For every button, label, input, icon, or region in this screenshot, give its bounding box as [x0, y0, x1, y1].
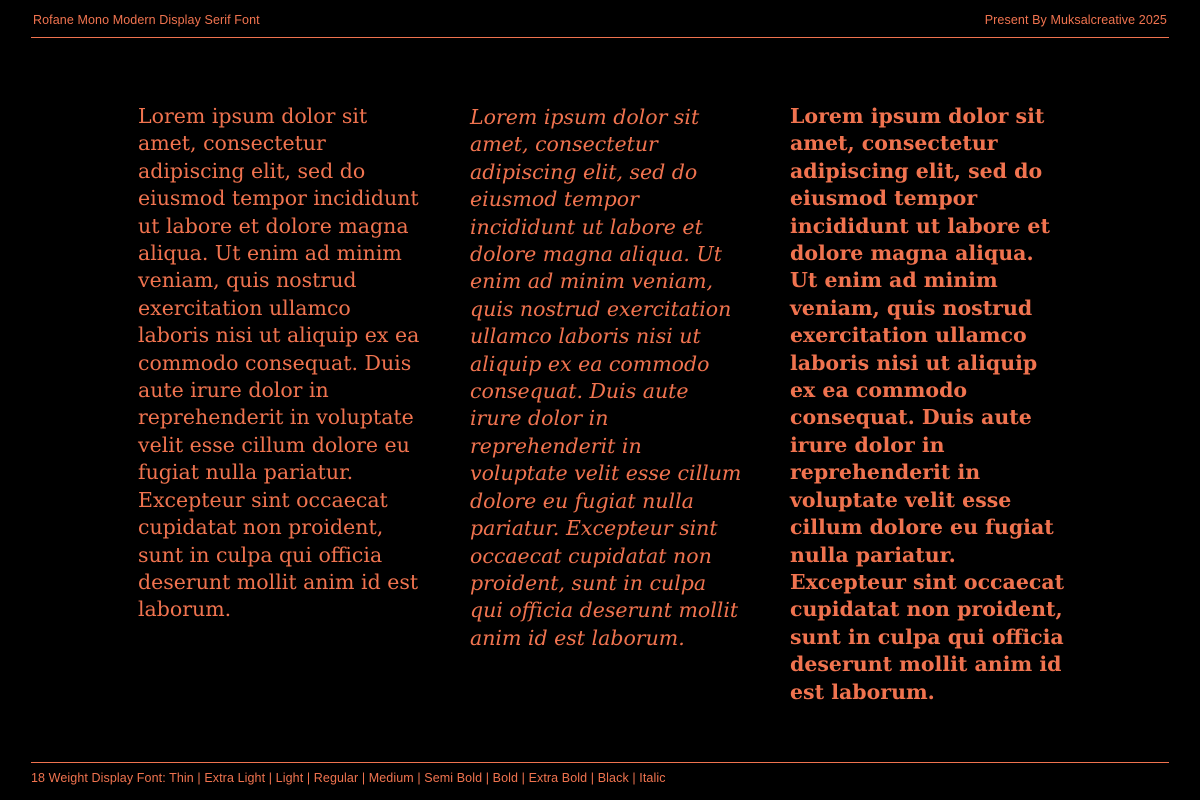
bottom-divider	[31, 762, 1169, 763]
font-title: Rofane Mono Modern Display Serif Font	[33, 13, 260, 27]
bold-weight-sample: Lorem ipsum dolor sit amet, consectetur adipiscing elit, sed do eiusmod tempor incididunt ut labore et dolore magna aliqua. Ut enim ad minim veniam, quis nostrud exercitation ullamco laboris nisi ut aliquip ex ea commodo consequat. Duis aute irure dolor in reprehenderit in voluptate velit esse cillum dolore eu fugiat nulla pariatur. Excepteur sint occaecat cupidatat non proident, sunt in culpa qui officia deserunt mollit anim id est laborum.	[790, 104, 1065, 704]
regular-weight-sample: Lorem ipsum dolor sit amet, consectetur adipiscing elit, sed do eiusmod tempor incididunt ut labore et dolore magna aliqua. Ut enim ad minim veniam, quis nostrud exercitation ullamco laboris nisi ut aliquip ex ea commodo consequat. Duis aute irure dolor in reprehenderit in voluptate velit esse cillum dolore eu fugiat nulla pariatur. Excepteur sint occaecat cupidatat non proident, sunt in culpa qui officia deserunt mollit anim id est laborum.	[138, 104, 420, 622]
top-divider	[31, 37, 1169, 38]
weights-list: 18 Weight Display Font: Thin | Extra Light | Light | Regular | Medium | Semi Bold | Bold | Extra Bold | Black | Italic	[31, 771, 666, 785]
italic-sample: Lorem ipsum dolor sit amet, consectetur adipiscing elit, sed do eiusmod tempor incididunt ut labore et dolore magna aliqua. Ut enim ad minim veniam, quis nostrud exercitation ullamco laboris nisi ut aliquip ex ea commodo consequat. Duis aute irure dolor in reprehenderit in voluptate velit esse cillum dolore eu fugiat nulla pariatur. Excepteur sint occaecat cupidatat non proident, sunt in culpa qui officia deserunt mollit anim id est laborum.	[470, 105, 742, 650]
presenter-credit: Present By Muksalcreative 2025	[984, 13, 1167, 27]
